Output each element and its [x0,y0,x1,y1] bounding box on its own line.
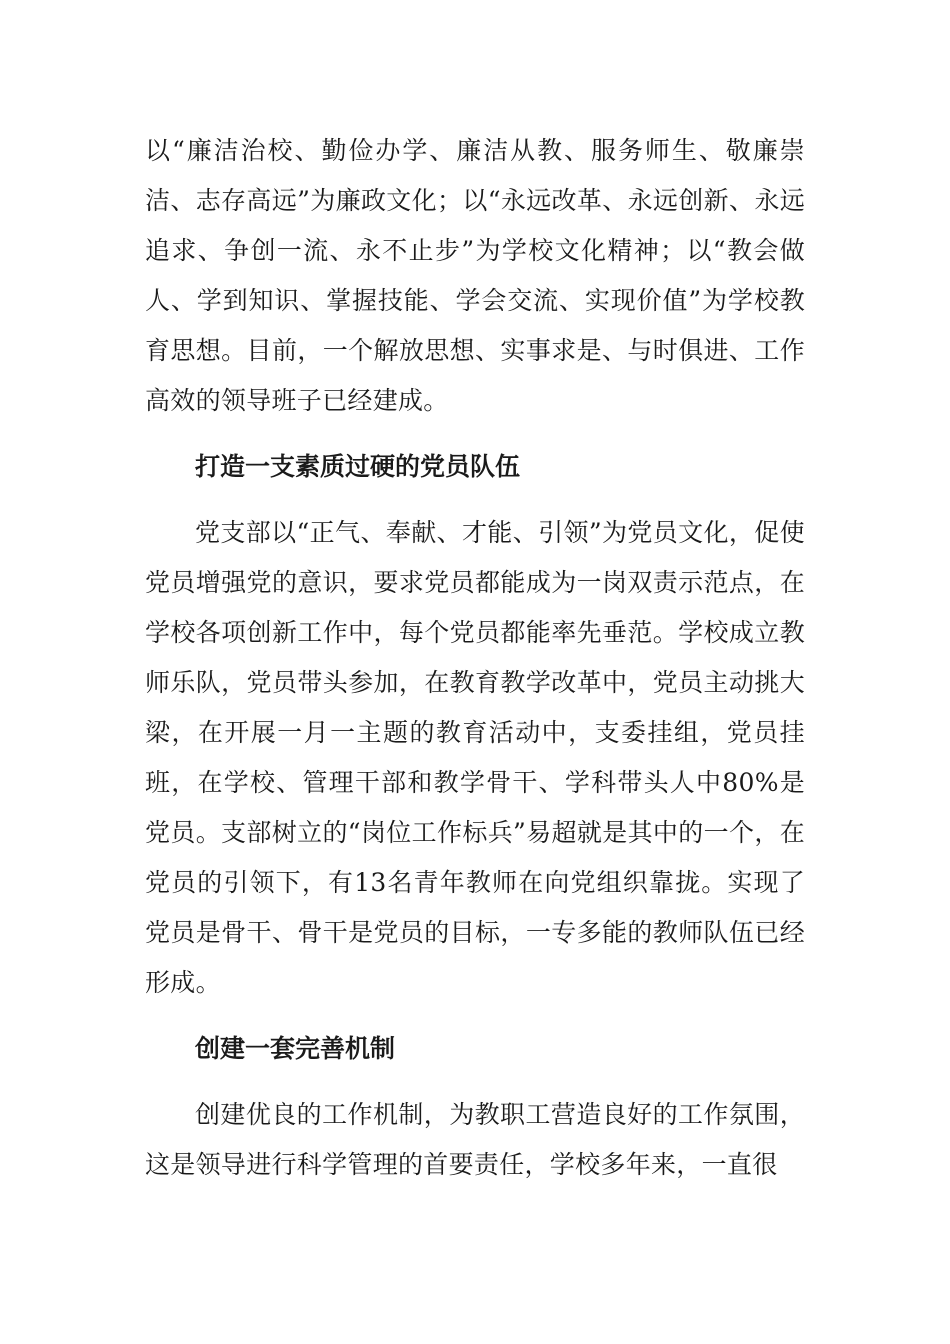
body-paragraph: 创建优良的工作机制，为教职工营造良好的工作氛围，这是领导进行科学管理的首要责任，学校多年来，一直很 [145,1100,805,1179]
section-heading: 打造一支素质过硬的党员队伍 [195,452,521,481]
body-paragraph: 党支部以“正气、奉献、才能、引领”为党员文化，促使党员增强党的意识，要求党员都能成为一岗双责示范点，在学校各项创新工作中，每个党员都能率先垂范。学校成立教师乐队，党员带头参加，在教育教学改革中，党员主动挑大梁，在开展一月一主题的教育活动中，支委挂组，党员挂班，在学校、管理干部和教学骨干、学科带头人中80%是党员。支部树立的“岗位工作标兵”易超就是其中的一个，在党员的引领下，有13名青年教师在向党组织靠拢。实现了党员是骨干、骨干是党员的目标，一专多能的教师队伍已经形成。 [145,518,805,997]
section-heading: 创建一套完善机制 [195,1034,396,1063]
body-paragraph: 以“廉洁治校、勤俭办学、廉洁从教、服务师生、敬廉崇洁、志存高远”为廉政文化；以“永远改革、永远创新、永远追求、争创一流、永不止步”为学校文化精神；以“教会做人、学到知识、掌握技能、学会交流、实现价值”为学校教育思想。目前，一个解放思想、实事求是、与时俱进、工作高效的领导班子已经建成。 [145,136,805,415]
document-body [145,126,805,1190]
